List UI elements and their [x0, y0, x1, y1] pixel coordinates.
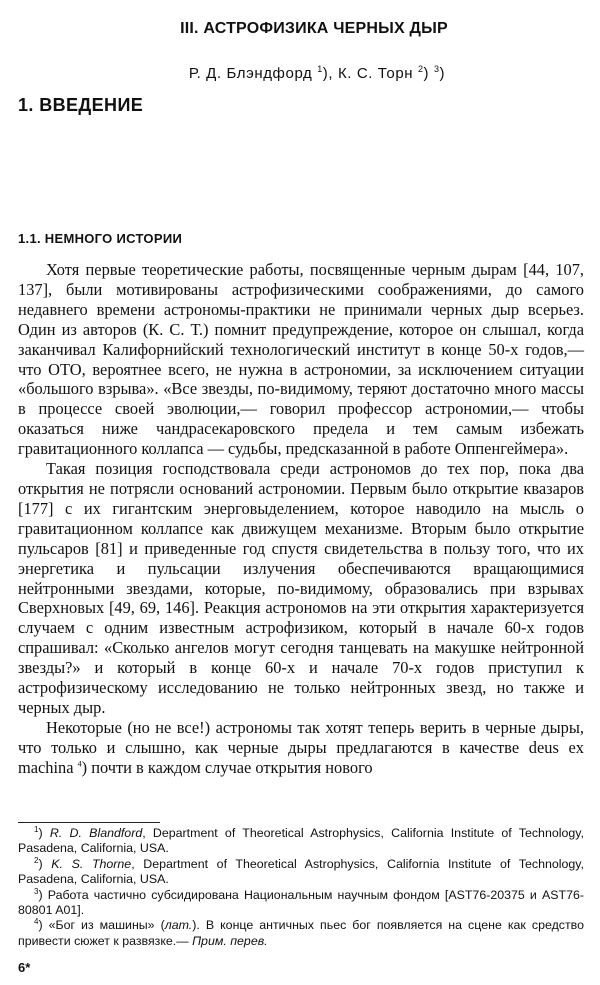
footnote-4-translator-note: Прим. перев.	[192, 933, 268, 948]
author-2-bracket-2: )	[439, 65, 446, 82]
paragraph-2: Такая позиция господствовала среди астрономов до тех пор, пока два открытия не потрясли оснований астрономии. Первым было открытие квазаров [177] с их гигантским энерговыделением, которое наводило на мысль о гравитационном коллапсе как движущем механизме. Вторым было открытие пульсаров [81] и приведенные год спустя свидетельства в пользу того, что их энергетика и пульсации излучения обеспечиваются вращающимися нейтронными звездами, которые, по-видимому, образовались при взрывах Сверхновых [49, 69, 146]. Реакция астрономов на эти открытия характеризуется случаем с одним известным астрофизиком, который в начале 60-х годов спрашивал: «Сколько ангелов могут сегодня танцевать на макушке нейтронной звезды?» и который в конце 60-х и начале 70-х годов приступил к астрофизическому исследованию не только нейтронных звезд, но также и черных дыр.	[18, 459, 584, 717]
footnote-3-text: ) Работа частично субсидирована Национальным научным фондом [AST76-20375 и AST76-80801 A01].	[18, 887, 584, 918]
footnote-1-mark: 1	[34, 824, 39, 834]
authors-line	[0, 64, 600, 82]
footnote-4	[18, 918, 584, 949]
footnote-4-text-b: ). В конце античных пьес бог появляется на сцене как средство привести сюжет к развязке.—	[18, 918, 585, 948]
paragraph-3	[18, 718, 584, 778]
footnote-divider	[18, 822, 160, 823]
footnote-4-text-a: ) «Бог из машины» (	[38, 918, 165, 933]
author-2-name: К. С. Торн	[337, 65, 414, 82]
paragraph-3-footnote-mark: 4	[77, 759, 82, 769]
author-2-footnote-mark-2: 3	[433, 64, 440, 74]
footnotes	[18, 826, 584, 949]
section-title: 1. ВВЕДЕНИЕ	[18, 95, 144, 115]
chapter-title: III. АСТРОФИЗИКА ЧЕРНЫХ ДЫР	[180, 20, 448, 37]
footnote-4-mark: 4	[34, 917, 39, 927]
subsection-title: 1.1. НЕМНОГО ИСТОРИИ	[18, 231, 183, 246]
author-1-separator: ),	[322, 65, 334, 82]
footnote-2-author: K. S. Thorne	[51, 856, 132, 871]
author-2-bracket-1: )	[423, 65, 430, 82]
footnote-2-mark: 2	[34, 855, 39, 865]
footnote-1-author: R. D. Blandford	[49, 826, 143, 840]
author-2-footnote-mark-1: 2	[417, 64, 424, 74]
footnote-3-mark: 3	[34, 886, 39, 896]
footnote-3	[18, 888, 584, 919]
footnote-2: $^2$) K. S. Thorne, Department of Theoretical Astrophysics, California Institute of Technology, Pasadena, California, USA.	[18, 855, 584, 887]
footnote-1: $^1$) R. D. Blandford, Department of Theoretical Astrophysics, California Institute of Technology, Pasadena, California, USA.	[18, 824, 584, 856]
author-1-name: Р. Д. Блэндфорд	[188, 65, 313, 82]
page-number: 6*	[18, 960, 31, 975]
body-text	[18, 260, 584, 778]
footnote-4-latin: лат.	[164, 918, 193, 933]
paragraph-3-text: Некоторые (но не все!) астрономы так хотят теперь верить в черные дыры, что только и слышно, как черные дыры предлагаются в качестве deus ex machina	[18, 717, 584, 777]
footnote-1-text: , Department of Theoretical Astrophysics, California Institute of Technology, Pasadena, California, USA.	[18, 826, 584, 856]
paragraph-3-continuation: ) почти в каждом случае открытия нового	[81, 757, 373, 777]
author-1-footnote-mark: 1	[317, 64, 323, 74]
footnote-2-text: , Department of Theoretical Astrophysics, California Institute of Technology, Pasadena, California, USA.	[18, 856, 584, 887]
paragraph-1: Хотя первые теоретические работы, посвященные черным дырам [44, 107, 137], были мотивированы астрофизическими соображениями, до самого недавнего времени астрономы-практики не принимали черных дыр всерьез. Один из авторов (К. С. Т.) помнит предупреждение, которое он слышал, когда заканчивал Калифорнийский технологический институт в конце 50-х годов,— что ОТО, вероятнее всего, не нужна в астрономии, за исключением ситуации «большого взрыва». «Все звезды, по-видимому, теряют достаточно много массы в процессе своей эволюции,— говорил профессор астрономии,— чтобы оказаться ниже чандрасекаровского предела и тем самым избежать гравитационного коллапса — судьбы, предсказанной в работе Оппенгеймера».	[18, 260, 584, 459]
